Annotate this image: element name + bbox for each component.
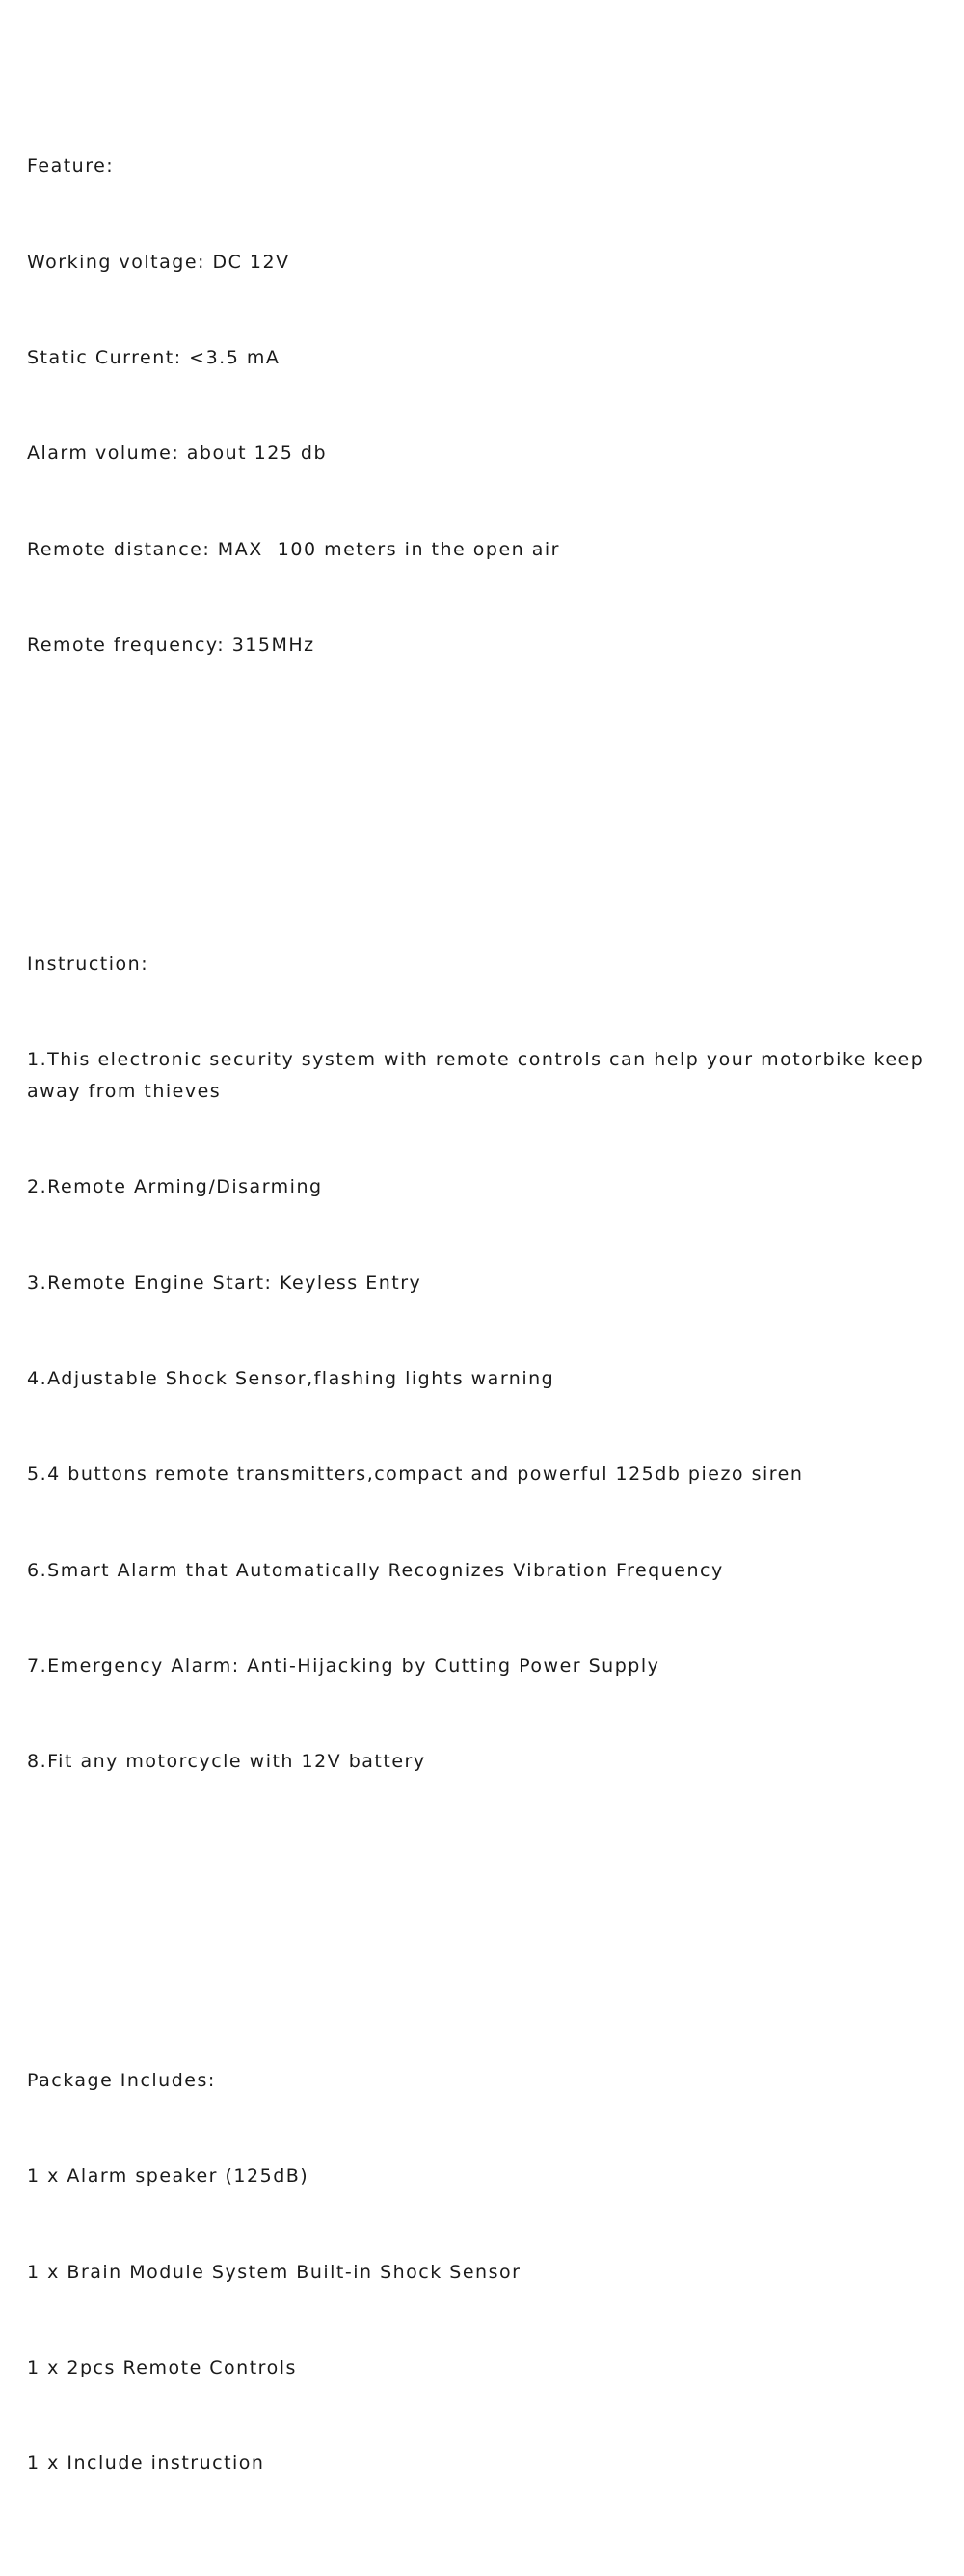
package-item: 1 x Include instruction (27, 2453, 265, 2475)
instruction-item: 4.Adjustable Shock Sensor,flashing lights warning (27, 1367, 555, 1389)
feature-heading: Feature: (27, 155, 115, 177)
feature-item: Remote distance: MAX 100 meters in the open air (27, 538, 560, 560)
instruction-item: 6.Smart Alarm that Automatically Recognizes Vibration Frequency (27, 1559, 724, 1581)
feature-item: Alarm volume: about 125 db (27, 443, 328, 465)
instruction-item: 2.Remote Arming/Disarming (27, 1176, 323, 1198)
instruction-item: 5.4 buttons remote transmitters,compact and powerful 125db piezo siren (27, 1463, 804, 1486)
section-spacer (27, 1906, 943, 1938)
feature-item: Remote frequency: 315MHz (27, 633, 315, 656)
feature-item: Static Current: <3.5 mA (27, 346, 281, 368)
package-item: 1 x 2pcs Remote Controls (27, 2356, 297, 2378)
instruction-section (27, 885, 943, 1842)
instruction-item: 7.Emergency Alarm: Anti-Hijacking by Cutting Power Supply (27, 1654, 660, 1677)
instruction-item: 3.Remote Engine Start: Keyless Entry (27, 1272, 422, 1294)
feature-item: Working voltage: DC 12V (27, 251, 290, 273)
package-item: 1 x Alarm speaker (125dB) (27, 2165, 309, 2187)
product-description (27, 23, 943, 2576)
package-item: 1 x Brain Module System Built-in Shock Sensor (27, 2261, 522, 2283)
feature-section (27, 87, 943, 725)
section-spacer (27, 789, 943, 820)
instruction-item: 8.Fit any motorcycle with 12V battery (27, 1751, 426, 1773)
package-heading: Package Includes: (27, 2070, 216, 2091)
instruction-item: 1.This electronic security system with remote controls can help your motorbike keep away from thieves (27, 1049, 931, 1103)
instruction-heading: Instruction: (27, 953, 149, 975)
package-section (27, 2001, 943, 2544)
